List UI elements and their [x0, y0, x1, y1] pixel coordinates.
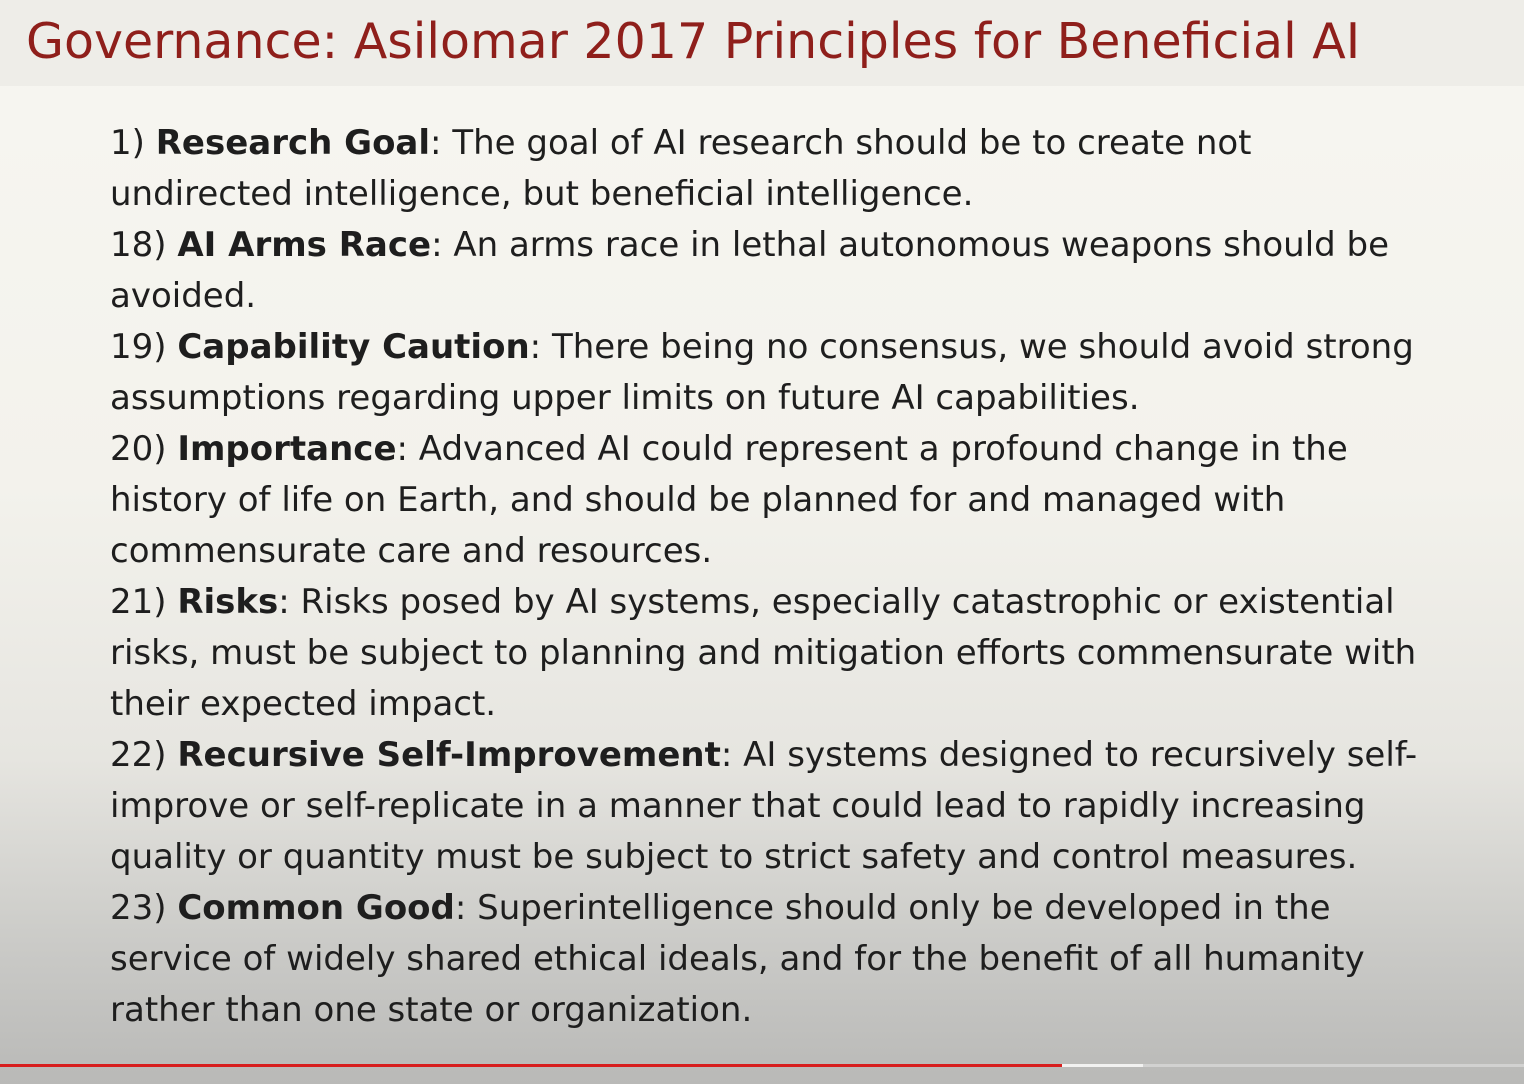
- principle-text: An arms race in lethal autonomous weapons should be avoided.: [110, 225, 1390, 316]
- principle-name: Importance: [177, 429, 397, 469]
- principle-number: 18): [110, 225, 167, 265]
- principle-text: Advanced AI could represent a profound change in the history of life on Earth, and should be planned for and managed with commensurate care and resources.: [110, 429, 1348, 571]
- principle-text: There being no consensus, we should avoid strong assumptions regarding upper limits on future AI capabilities.: [110, 327, 1414, 418]
- principle-item: [110, 424, 1440, 577]
- principle-separator: :: [430, 123, 442, 163]
- principle-separator: :: [278, 582, 290, 622]
- principle-name: Capability Caution: [177, 327, 530, 367]
- principle-separator: :: [529, 327, 542, 367]
- principle-text: Superintelligence should only be developed in the service of widely shared ethical ideals, and for the benefit of all humanity rather than one state or organization.: [110, 888, 1365, 1030]
- principle-item: [110, 220, 1440, 322]
- principle-separator: :: [431, 225, 443, 265]
- video-buffered-bar: [1062, 1064, 1143, 1067]
- principle-item: [110, 730, 1440, 883]
- principle-separator: :: [720, 735, 733, 775]
- principle-number: 19): [110, 327, 167, 367]
- principle-item: [110, 577, 1440, 730]
- slide-title: Governance: Asilomar 2017 Principles for Beneficial AI: [26, 13, 1361, 70]
- principle-number: 22): [110, 735, 167, 775]
- principle-text: Risks posed by AI systems, especially catastrophic or existential risks, must be subject to planning and mitigation efforts commensurate with their expected impact.: [110, 582, 1417, 724]
- video-progress-bar[interactable]: [0, 1064, 1524, 1067]
- principle-separator: :: [454, 888, 467, 928]
- principle-text: AI systems designed to recursively self-improve or self-replicate in a manner that could lead to rapidly increasing quality or quantity must be subject to strict safety and control measures.: [110, 735, 1418, 877]
- principle-number: 21): [110, 582, 167, 622]
- principles-list: [110, 118, 1440, 1036]
- principle-number: 1): [110, 123, 145, 163]
- principle-name: Risks: [177, 582, 279, 622]
- principle-name: Research Goal: [155, 123, 431, 163]
- principle-separator: :: [396, 429, 408, 469]
- principle-text: The goal of AI research should be to create not undirected intelligence, but beneficial intelligence.: [110, 123, 1252, 214]
- principle-name: Recursive Self-Improvement: [177, 735, 721, 775]
- principle-name: AI Arms Race: [177, 225, 432, 265]
- principle-item: [110, 883, 1440, 1036]
- title-bar: [0, 0, 1524, 86]
- principle-name: Common Good: [177, 888, 455, 928]
- video-played-bar: [0, 1064, 1062, 1067]
- principle-number: 23): [110, 888, 167, 928]
- principle-item: [110, 322, 1440, 424]
- principle-item: [110, 118, 1440, 220]
- principle-number: 20): [110, 429, 167, 469]
